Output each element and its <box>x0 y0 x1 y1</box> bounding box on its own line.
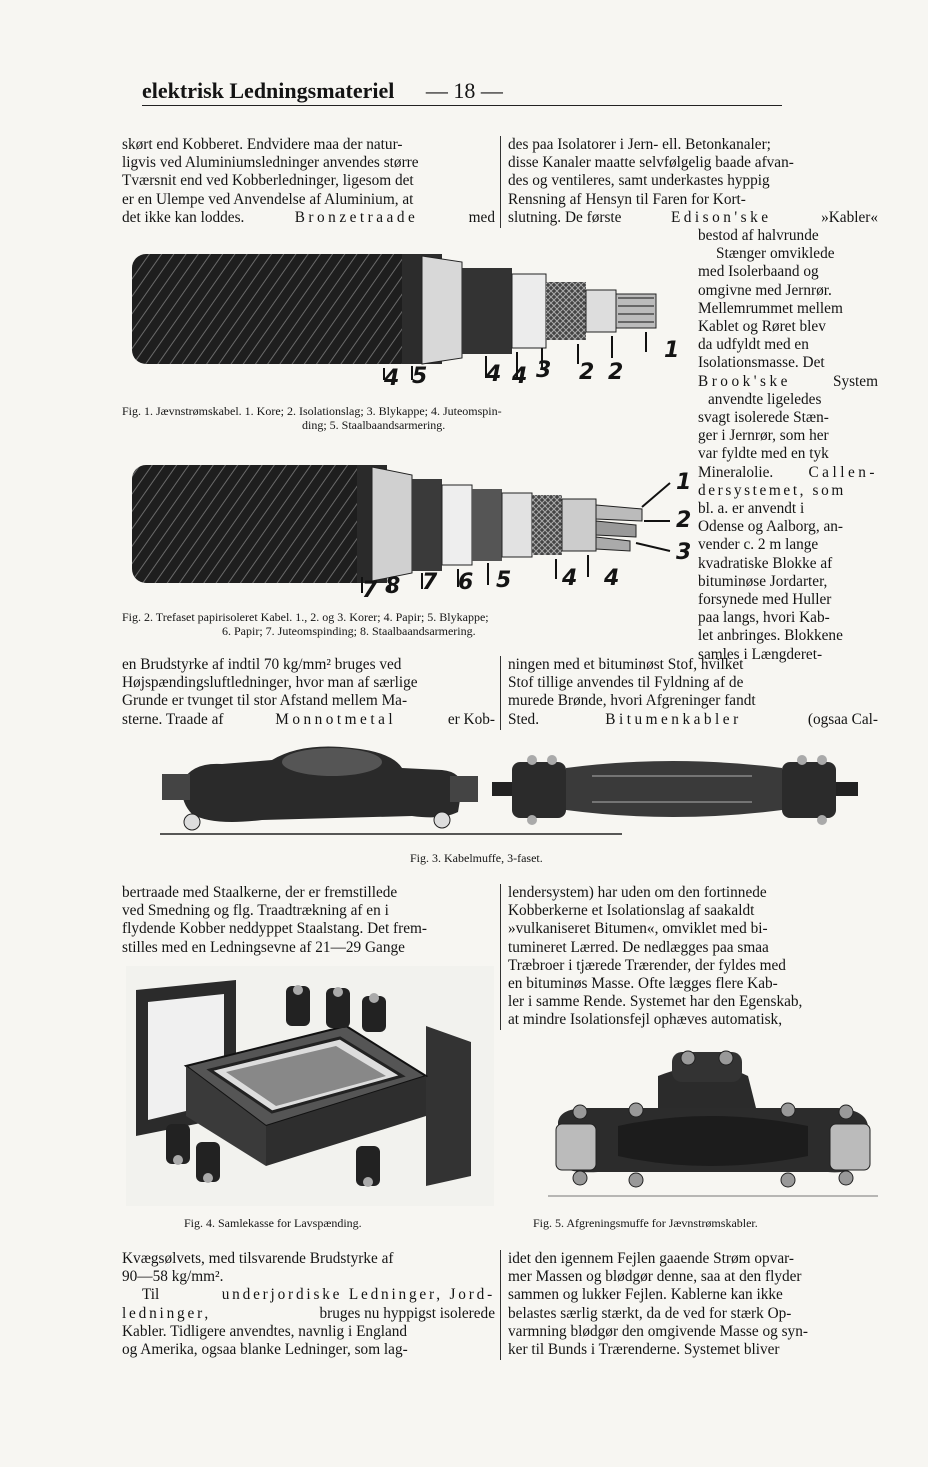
text-line: Tværsnit end ved Kobberledninger, ligesom det <box>122 172 414 190</box>
column-rule <box>500 884 501 1030</box>
fig1-label: 4 <box>486 362 502 387</box>
fig4-caption: Fig. 4. Samlekasse for Lavspænding. <box>184 1216 362 1230</box>
text-line: er en Ulempe ved Anvendelse af Aluminium, at <box>122 190 414 208</box>
text-line: disse Kanaler maatte selvfølgelig baade afvan- <box>508 154 794 172</box>
fig2-label: 7 <box>422 570 438 595</box>
text-line: ligvis ved Aluminiumsledninger anvendes større <box>122 154 419 172</box>
text-line: skørt end Kobberet. Endvidere maa der natur- <box>122 136 403 153</box>
fig2-label: 4 <box>562 566 578 591</box>
fig1-cable-illustration <box>122 240 692 400</box>
text-line: des og ventileres, samt underkastes hyppig <box>508 172 770 190</box>
fig2-label: 4 <box>604 566 620 591</box>
col1-top <box>122 136 495 227</box>
fig1-label: 4 <box>512 364 528 389</box>
fig2-caption: Fig. 2. Trefaset papirisoleret Kabel. 1., 2. og 3. Korer; 4. Papir; 5. Blykappe; 6. Papir; 7. Juteomspinding; 8. Staalbaandsarmering. <box>122 610 489 638</box>
header-title: elektrisk Ledningsmateriel <box>142 78 395 103</box>
fig2-label: 5 <box>496 568 512 593</box>
fig2-cable-illustration <box>122 455 682 605</box>
col2-bottom: idet den igennem Fejlen gaaende Strøm opvar- mer Massen og blødgør denne, saa at den flyder sammen og lukker Fejlen. Kablerne kan ikke belastes særlig stærkt, da de ved for stærk Op- varmning blødgør den omgivende Masse og syn- ker til Bunds i Trærenderne. Systemet bliver <box>508 1250 808 1359</box>
fig2-label: 6 <box>458 570 474 595</box>
fig3-cable-sleeve-illustration <box>152 742 862 842</box>
col2-top <box>508 136 878 227</box>
col1-bottom: Kvægsølvets, med tilsvarende Brudstyrke af 90—58 kg/mm². Til underjordiske Ledninger, Jord- ledninger, bruges nu hyppigst isolerede Kabler. Tidligere anvendtes, navnlig i England og Amerika, ogsaa blanke Ledninger, som lag- <box>122 1250 495 1359</box>
page-number: — 18 — <box>425 78 503 103</box>
fig1-label: 2 <box>608 360 624 385</box>
fig3-caption: Fig. 3. Kabelmuffe, 3-faset. <box>410 851 543 865</box>
fig1-caption: Fig. 1. Jævnstrømskabel. 1. Kore; 2. Isolationslag; 3. Blykappe; 4. Juteomspin- ding; 5. Staalbaandsarmering. <box>122 404 502 432</box>
col1-lower: bertraade med Staalkerne, der er fremstillede ved Smedning og flg. Traadtrækning af en i flydende Kobber neddyppet Staalstang. Det frem- stilles med en Ledningsevne af 21—29 Gange <box>122 884 427 956</box>
text-line: slutning. De første Edison'ske »Kabler« <box>508 208 878 226</box>
col2-mid: ningen med et bituminøst Stof, hvilket Stof tillige anvendes til Fyldning af de murede Brønde, hvori Afgreninger fandt Sted. Bitumenkabler (ogsaa Cal- <box>508 656 878 728</box>
fig2-label: 2 <box>676 508 692 533</box>
column-rule <box>500 136 501 228</box>
fig1-label: 4 <box>384 366 400 391</box>
fig1-label: 2 <box>579 360 595 385</box>
fig4-junction-box-illustration <box>126 966 494 1206</box>
fig5-branch-sleeve-illustration <box>548 1046 878 1206</box>
running-header <box>142 78 503 104</box>
col1-mid: en Brudstyrke af indtil 70 kg/mm² bruges ved Højspændingsluftledninger, hvor man af særlige Grunde er tvunget til stor Afstand mellem Ma- sterne. Traade af Monnotmetal er Kob- <box>122 656 495 728</box>
column-rule <box>500 656 501 730</box>
fig2-label: 3 <box>676 540 692 565</box>
col2-narrow: bestod af halvrunde Stænger omviklede med Isolerbaand og omgivne med Jernrør. Mellemrummet mellem Kablet og Røret blev da udfyldt med en Isolationsmasse. Det Brook'ske System anvendte ligeledes svagt isolerede Stæn- ger i Jernrør, som her var fyldte med en tyk Mineralolie. Callen- dersystemet, som bl. a. er anvendt i Odense og Aalborg, an- vender c. 2 m lange kvadratiske Blokke af bituminøse Jordarter, forsynede med Huller paa langs, hvori Kab- let anbringes. Blokkene samles i Længderet- <box>698 227 878 663</box>
fig1-label: 5 <box>412 364 428 389</box>
header-rule <box>142 105 782 106</box>
fig5-caption: Fig. 5. Afgreningsmuffe for Jævnstrømskabler. <box>533 1216 758 1230</box>
fig1-label: 1 <box>664 338 680 363</box>
text-line: Rensning af Hensyn til Faren for Kort- <box>508 190 746 208</box>
fig2-label: 7 <box>362 578 378 603</box>
fig1-label: 3 <box>536 358 552 383</box>
fig2-label: 8 <box>385 574 401 599</box>
text-line: des paa Isolatorer i Jern- ell. Betonkanaler; <box>508 136 771 153</box>
column-rule <box>500 1250 501 1360</box>
text-line: det ikke kan loddes. Bronzetraade med <box>122 208 495 226</box>
fig2-label: 1 <box>676 470 692 495</box>
col2-lower: lendersystem) har uden om den fortinnede Kobberkerne et Isolationslag af saakaldt »vulkaniseret Bitumen«, omviklet med bi- tumineret Lærred. De nedlægges paa smaa Træbroer i tjærede Trærender, der fyldes med en bituminøs Masse. Ofte lægges flere Kab- ler i samme Rende. Systemet har den Egenskab, at mindre Isolationsfejl ophæves automatisk, <box>508 884 803 1029</box>
